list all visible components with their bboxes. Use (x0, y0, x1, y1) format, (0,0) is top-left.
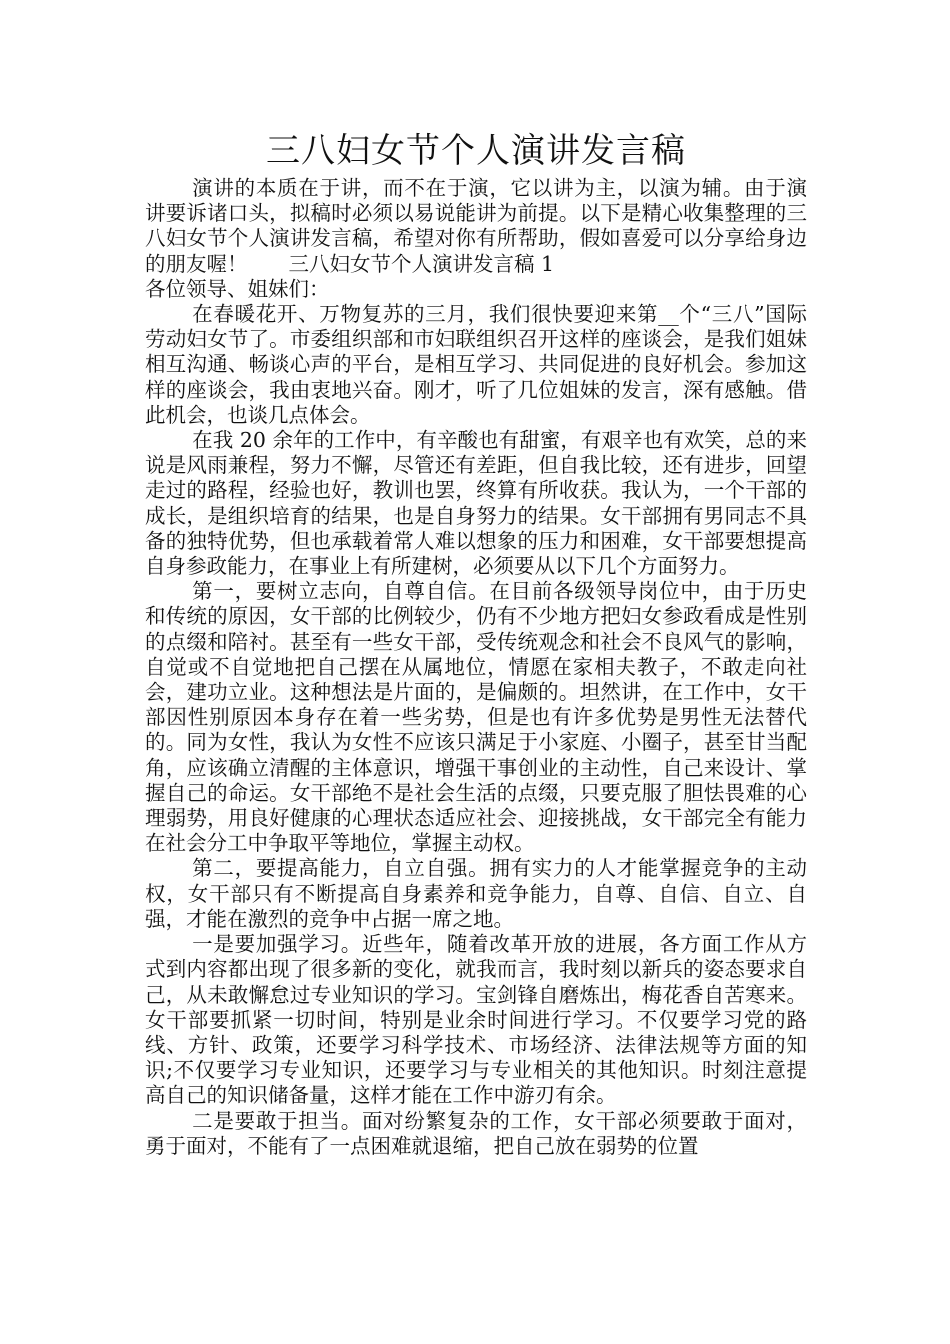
paragraph-responsibility: 二是要敢于担当。面对纷繁复杂的工作，女干部必须要敢于面对，勇于面对，不能有了一点困难就退缩，把自己放在弱势的位置 (145, 1108, 807, 1158)
paragraph-learning: 一是要加强学习。近些年，随着改革开放的进展，各方面工作从方式到内容都出现了很多新的变化，就我而言，我时刻以新兵的姿态要求自己，从未敢懈怠过专业知识的学习。宝剑锋自磨炼出，梅花香自苦寒来。女干部要抓紧一切时间，特别是业余时间进行学习。不仅要学习党的路线、方针、政策，还要学习科学技术、市场经济、法律法规等方面的知识;不仅要学习专业知识，还要学习与专业相关的其他知识。时刻注意提高自己的知识储备量，这样才能在工作中游刃有余。 (145, 932, 807, 1108)
paragraph-salutation: 各位领导、姐妹们： (145, 276, 330, 301)
paragraph-opening: 在春暖花开、万物复苏的三月，我们很快要迎来第__个“三八”国际劳动妇女节了。市委组织部和市妇联组织召开这样的座谈会，是我们姐妹相互沟通、畅谈心声的平台，是相互学习、共同促进的良好机会。参加这样的座谈会，我由衷地兴奋。刚才，听了几位姐妹的发言，深有感触。借此机会，也谈几点体会。 (145, 302, 807, 427)
document-body (145, 176, 807, 1159)
document-page (145, 128, 807, 1159)
paragraph-point-one: 第一，要树立志向，自尊自信。在目前各级领导岗位中，由于历史和传统的原因，女干部的比例较少，仍有不少地方把妇女参政看成是性别的点缀和陪衬。甚至有一些女干部，受传统观念和社会不良风气的影响，自觉或不自觉地把自己摆在从属地位，情愿在家相夫教子，不敢走向社会，建功立业。这种想法是片面的，是偏颇的。坦然讲，在工作中，女干部因性别原因本身存在着一些劣势，但是也有许多优势是男性无法替代的。同为女性，我认为女性不应该只满足于小家庭、小圈子，甚至甘当配角，应该确立清醒的主体意识，增强干事创业的主动性，自己来设计、掌握自己的命运。女干部绝不是社会生活的点缀，只要克服了胆怯畏难的心理弱势，用良好健康的心理状态适应社会、迎接挑战，女干部完全有能力在社会分工中争取平等地位，掌握主动权。 (145, 579, 807, 856)
paragraph-intro: 演讲的本质在于讲，而不在于演，它以讲为主，以演为辅。由于演讲要诉诸口头，拟稿时必须以易说能讲为前提。以下是精心收集整理的三八妇女节个人演讲发言稿，希望对你有所帮助，假如喜爱可以分享给身边的朋友喔！ 三八妇女节个人演讲发言稿 1 (145, 176, 807, 276)
paragraph-experience: 在我 20 余年的工作中，有辛酸也有甜蜜，有艰辛也有欢笑，总的来说是风雨兼程，努力不懈，尽管还有差距，但自我比较，还有进步，回望走过的路程，经验也好，教训也罢，终算有所收获。我认为，一个干部的成长，是组织培育的结果，也是自身努力的结果。女干部拥有男同志不具备的独特优势，但也承载着常人难以想象的压力和困难，女干部要想提高自身参政能力，在事业上有所建树，必须要从以下几个方面努力。 (145, 428, 807, 579)
paragraph-point-two: 第二，要提高能力，自立自强。拥有实力的人才能掌握竞争的主动权，女干部只有不断提高自身素养和竞争能力，自尊、自信、自立、自强，才能在激烈的竞争中占据一席之地。 (145, 856, 807, 931)
document-title: 三八妇女节个人演讲发言稿 (266, 131, 686, 171)
